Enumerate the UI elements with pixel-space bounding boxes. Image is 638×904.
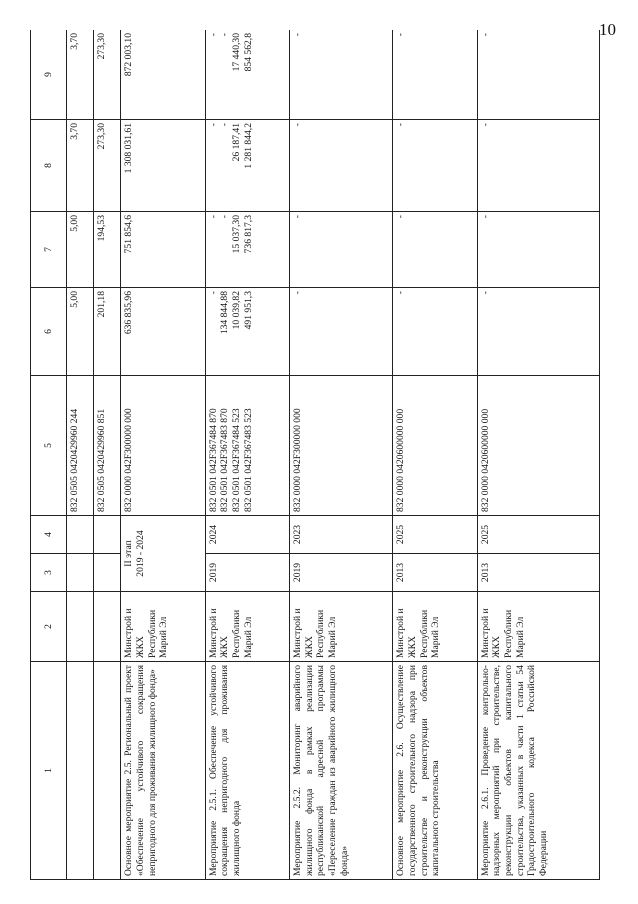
value: - xyxy=(395,123,407,127)
table-row xyxy=(289,30,392,880)
cell-start-year: 2013 xyxy=(393,554,477,592)
stage-title: II этап xyxy=(123,540,135,567)
value: - xyxy=(479,291,491,295)
value: - xyxy=(479,123,491,127)
value: - xyxy=(291,123,303,127)
budget-code: 832 0501 042F367484 870 xyxy=(207,408,219,512)
cell-end-year: 2025 xyxy=(477,516,599,554)
page-number: 10 xyxy=(599,20,616,39)
column-number: 6 xyxy=(31,288,67,376)
budget-code: 832 0000 0420600000 000 xyxy=(479,408,491,512)
value: 1 281 844,2 xyxy=(242,123,254,169)
column-number: 5 xyxy=(31,376,67,516)
cell-name xyxy=(93,662,120,880)
column-number: 9 xyxy=(31,30,67,120)
cell-executor: Минстрой и ЖКХ Республики Марий Эл xyxy=(121,592,205,662)
cell-values xyxy=(121,212,205,288)
budget-code: 832 0000 042F300000 000 xyxy=(291,408,303,512)
cell-executor xyxy=(93,592,120,662)
cell-budget-codes xyxy=(477,376,599,516)
cell-executor: Минстрой и ЖКХ Республики Марий Эл xyxy=(477,592,599,662)
cell-budget-code: 832 0505 0420429960 851 xyxy=(93,376,120,516)
table-row xyxy=(205,30,289,880)
cell-values xyxy=(393,120,477,212)
cell-executor xyxy=(66,592,93,662)
budget-code: 832 0501 042F367484 523 xyxy=(230,408,242,512)
value: - xyxy=(291,33,303,37)
budget-code: 832 0501 042F367483 870 xyxy=(219,408,231,512)
table-row xyxy=(477,30,599,880)
cell-name xyxy=(66,662,93,880)
cell-values xyxy=(289,288,392,376)
value: 1 308 031,61 xyxy=(123,123,135,174)
cell-value: 5,00 xyxy=(66,212,93,288)
column-number: 4 xyxy=(31,516,67,554)
table-row xyxy=(393,30,477,880)
cell-value: 5,00 xyxy=(66,288,93,376)
budget-code: 832 0000 0420600000 000 xyxy=(395,408,407,512)
cell-values xyxy=(205,212,289,288)
cell-start-year: 2019 xyxy=(289,554,392,592)
cell-values xyxy=(477,30,599,120)
cell-start-year: 2013 xyxy=(477,554,599,592)
cell-value: 3,70 xyxy=(66,120,93,212)
cell-name: Основное мероприятие 2.5. Региональный проект «Обеспечение устойчивого сокращения непригодного для проживания жилищного фонда» xyxy=(121,662,205,880)
value: - xyxy=(219,33,231,37)
cell-value: 3,70 xyxy=(66,30,93,120)
value: 26 187,41 xyxy=(230,123,242,162)
cell-budget-codes xyxy=(205,376,289,516)
program-table xyxy=(30,30,600,880)
cell-value: 194,53 xyxy=(93,212,120,288)
table-row xyxy=(66,30,93,880)
column-number: 8 xyxy=(31,120,67,212)
value: 751 854,6 xyxy=(123,215,135,254)
cell-values xyxy=(393,212,477,288)
cell-budget-codes xyxy=(121,376,205,516)
table-row xyxy=(121,30,205,880)
value: 10 039,82 xyxy=(230,291,242,330)
value: - xyxy=(291,215,303,219)
table-row xyxy=(93,30,120,880)
cell-budget-codes xyxy=(393,376,477,516)
value: - xyxy=(479,33,491,37)
value: 134 844,88 xyxy=(219,291,231,335)
cell-name: Мероприятие 2.6.1. Проведение контрольно-надзорных мероприятий при строительстве, реконструкции объектов капитального строительства, указанных в части 1 статьи 54 Градостроительного кодекса Российской Федерации xyxy=(477,662,599,880)
cell-start-year: 2019 xyxy=(205,554,289,592)
value: - xyxy=(207,123,219,127)
cell-value: 273,30 xyxy=(93,30,120,120)
table-body xyxy=(66,30,599,880)
cell-name: Основное мероприятие 2.6. Осуществление государственного строительного надзора при строительстве и реконструкции объектов капитального строительства xyxy=(393,662,477,880)
cell-end-year: 2024 xyxy=(205,516,289,554)
column-number: 3 xyxy=(31,554,67,592)
column-number: 7 xyxy=(31,212,67,288)
cell-budget-code: 832 0505 0420429960 244 xyxy=(66,376,93,516)
value: 491 951,3 xyxy=(242,291,254,330)
cell-values xyxy=(121,120,205,212)
cell-values xyxy=(121,288,205,376)
cell-values xyxy=(289,212,392,288)
cell-values xyxy=(121,30,205,120)
value: 854 562,8 xyxy=(242,33,254,72)
value: - xyxy=(395,291,407,295)
cell-start-year xyxy=(93,554,120,592)
cell-stage xyxy=(121,516,205,592)
cell-values xyxy=(477,288,599,376)
value: 15 037,30 xyxy=(230,215,242,254)
budget-code: 832 0000 042F300000 000 xyxy=(123,408,135,512)
cell-values xyxy=(289,120,392,212)
cell-name: Мероприятие 2.5.2. Мониторинг аварийного жилищного фонда в рамках реализации республиканской адресной программы «Переселение граждан из аварийного жилищного фонда» xyxy=(289,662,392,880)
value: - xyxy=(207,291,219,295)
cell-executor: Минстрой и ЖКХ Республики Марий Эл xyxy=(289,592,392,662)
rotated-page-area xyxy=(30,30,600,880)
cell-values xyxy=(205,30,289,120)
value: - xyxy=(395,215,407,219)
cell-values xyxy=(393,288,477,376)
value: 636 835,96 xyxy=(123,291,135,335)
cell-value: 273,30 xyxy=(93,120,120,212)
cell-values xyxy=(205,288,289,376)
stage-years: 2019 - 2024 xyxy=(134,530,146,577)
budget-code: 832 0501 042F367483 523 xyxy=(242,408,254,512)
column-number-row xyxy=(31,30,67,880)
value: 872 003,10 xyxy=(123,33,135,77)
value: - xyxy=(479,215,491,219)
cell-values xyxy=(393,30,477,120)
cell-end-year xyxy=(66,516,93,554)
cell-values xyxy=(477,120,599,212)
cell-values xyxy=(205,120,289,212)
column-number: 1 xyxy=(31,662,67,880)
cell-values xyxy=(477,212,599,288)
value: - xyxy=(395,33,407,37)
cell-value: 201,18 xyxy=(93,288,120,376)
cell-end-year: 2025 xyxy=(393,516,477,554)
value: - xyxy=(207,33,219,37)
cell-executor: Минстрой и ЖКХ Республики Марий Эл xyxy=(205,592,289,662)
cell-start-year xyxy=(66,554,93,592)
value: 17 440,30 xyxy=(230,33,242,72)
cell-budget-codes xyxy=(289,376,392,516)
value: - xyxy=(291,291,303,295)
column-number: 2 xyxy=(31,592,67,662)
value: - xyxy=(219,215,231,219)
cell-values xyxy=(289,30,392,120)
cell-executor: Минстрой и ЖКХ Республики Марий Эл xyxy=(393,592,477,662)
value: - xyxy=(207,215,219,219)
cell-end-year: 2023 xyxy=(289,516,392,554)
value: 736 817,3 xyxy=(242,215,254,254)
cell-name: Мероприятие 2.5.1. Обеспечение устойчивого сокращения непригодного для проживания жилищного фонда xyxy=(205,662,289,880)
value: - xyxy=(219,123,231,127)
cell-end-year xyxy=(93,516,120,554)
